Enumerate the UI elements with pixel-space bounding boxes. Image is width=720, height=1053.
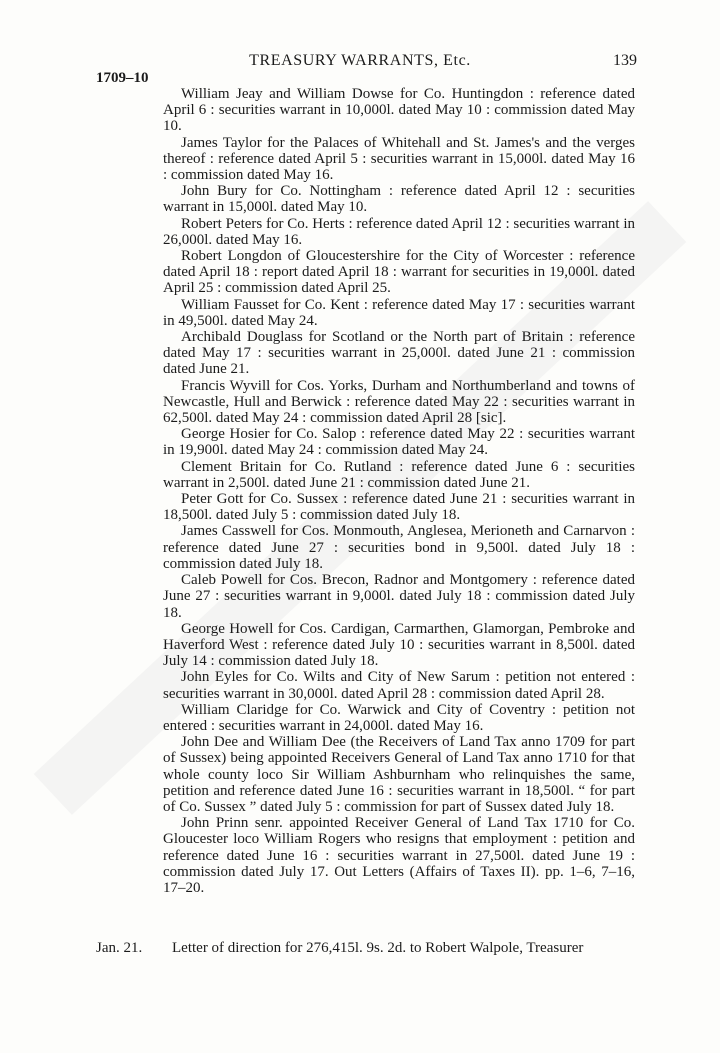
entry: James Casswell for Cos. Monmouth, Anglesea, Merioneth and Carnarvon : reference dated June 27 : securities bond in 9,500l. dated July 18 : commission dated July 18. [163, 523, 635, 572]
entry: Archibald Douglass for Scotland or the North part of Britain : reference dated May 17 : securities warrant in 25,000l. dated June 21 : commission dated June 21. [163, 329, 635, 378]
margin-year: 1709–10 [96, 70, 149, 86]
entry: James Taylor for the Palaces of Whitehall and St. James's and the verges thereof : reference dated April 5 : securities warrant in 15,000l. dated May 16 : commission dated May 16. [163, 134, 635, 184]
entry: Robert Longdon of Gloucestershire for the City of Worcester : reference dated April 18 : report dated April 18 : warrant for securities in 19,000l. dated April 25 : commission dated April 25. [163, 248, 635, 297]
footer-date: Jan. 21. [96, 940, 143, 956]
entry: Caleb Powell for Cos. Brecon, Radnor and Montgomery : reference dated June 27 : securities warrant in 9,000l. dated July 18 : commission dated July 18. [163, 572, 635, 621]
entry: William Jeay and William Dowse for Co. Huntingdon : reference dated April 6 : securities warrant in 10,000l. dated May 10 : commission dated May 10. [163, 86, 635, 135]
entry: William Claridge for Co. Warwick and City of Coventry : petition not entered : securities warrant in 24,000l. dated May 16. [163, 701, 635, 734]
entry: Robert Peters for Co. Herts : reference dated April 12 : securities warrant in 26,000l. dated May 16. [163, 215, 636, 248]
entry: John Dee and William Dee (the Receivers of Land Tax anno 1709 for part of Sussex) being appointed Receivers General of Land Tax anno 1710 for that whole county loco Sir William Ashburnham who relinquishes the same, petition and reference dated June 16 : securities warrant in 18,500l. “ for part of Co. Sussex ” dated July 5 : commission for part of Sussex dated July 18. [163, 734, 635, 815]
entry: George Howell for Cos. Cardigan, Carmarthen, Glamorgan, Pembroke and Haverford West : reference dated July 10 : securities warrant in 8,500l. dated July 14 : commission dated July 18. [163, 620, 635, 670]
entry: John Eyles for Co. Wilts and City of New Sarum : petition not entered : securities warrant in 30,000l. dated April 28 : commission dated April 28. [163, 669, 635, 702]
body-text [163, 86, 635, 896]
entry: John Bury for Co. Nottingham : reference dated April 12 : securities warrant in 15,000l. dated May 10. [163, 183, 635, 216]
page-number: 139 [613, 52, 637, 69]
entry: George Hosier for Co. Salop : reference dated May 22 : securities warrant in 19,900l. dated May 24 : commission dated May 24. [163, 426, 635, 459]
entry: John Prinn senr. appointed Receiver General of Land Tax 1710 for Co. Gloucester loco William Rogers who resigns that employment : petition and reference dated June 16 : securities warrant in 27,500l. dated June 19 : commission dated July 17. Out Letters (Affairs of Taxes II). pp. 1–6, 7–16, 17–20. [163, 815, 635, 896]
entry: William Fausset for Co. Kent : reference dated May 17 : securities warrant in 49,500l. dated May 24. [163, 296, 635, 329]
entry: Peter Gott for Co. Sussex : reference dated June 21 : securities warrant in 18,500l. dated July 5 : commission dated July 18. [163, 491, 635, 524]
running-title: TREASURY WARRANTS, Etc. [249, 52, 471, 69]
entry: Clement Britain for Co. Rutland : reference dated June 6 : securities warrant in 2,500l. dated June 21 : commission dated June 21. [163, 458, 635, 491]
entry: Francis Wyvill for Cos. Yorks, Durham and Northumberland and towns of Newcastle, Hull and Berwick : reference dated May 22 : securities warrant in 62,500l. dated May 24 : commission dated April 28 [sic]. [163, 377, 635, 427]
footer-text: Letter of direction for 276,415l. 9s. 2d. to Robert Walpole, Treasurer [172, 940, 584, 956]
